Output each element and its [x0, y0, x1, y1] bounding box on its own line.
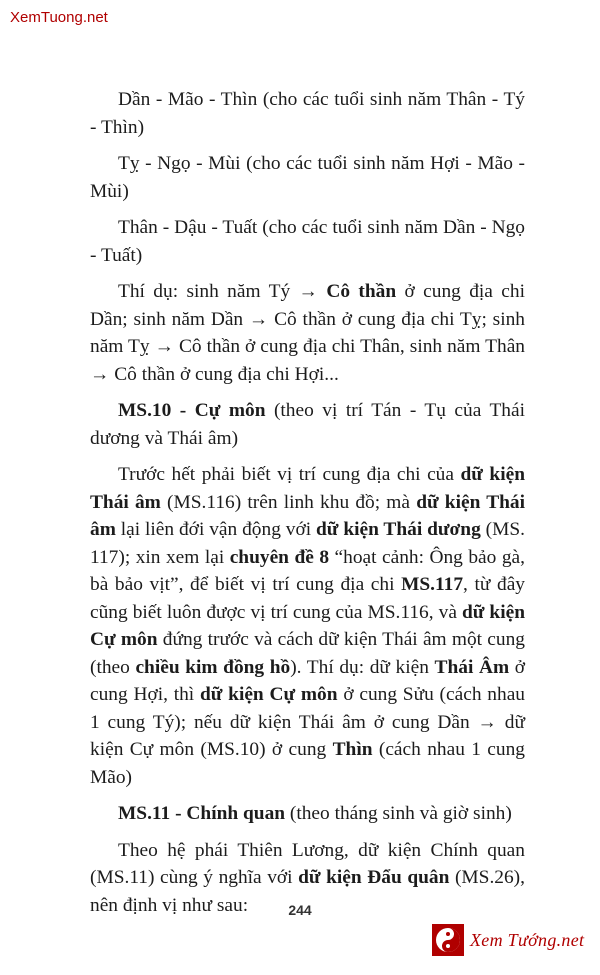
text-run: (MS.26), nên định vị như sau:	[90, 867, 525, 916]
page-number: 244	[288, 902, 312, 918]
text-run: ở cung Sửu (cách nhau 1 cung Tý); nếu dữ kiện Thái âm ở cung Dần → dữ kiện Cự môn (MS.10) ở cung	[90, 684, 525, 760]
text-run: lại liên đới vận động với	[115, 519, 317, 540]
text-run: “hoạt cảnh: Ông bảo gà, bà bảo vịt”, để biết vị trí cung địa chi	[90, 546, 525, 595]
paragraph	[90, 150, 525, 205]
bold-text: dữ kiện Thái âm	[90, 491, 525, 540]
bold-text: dữ kiện Thái âm	[90, 464, 525, 513]
text-run: Thí dụ: sinh năm Tý →	[118, 281, 327, 302]
text-run: Tỵ - Ngọ - Mùi (cho các tuổi sinh năm Hợi - Mão - Mùi)	[90, 153, 525, 202]
text-run: Thân - Dậu - Tuất (cho các tuổi sinh năm Dần - Ngọ - Tuất)	[90, 217, 525, 266]
text-run: ở cung địa chi Dần; sinh năm Dần → Cô thần ở cung địa chi Tỵ; sinh năm Tỵ → Cô thần ở cung địa chi Thân, sinh năm Thân → Cô thần ở cung địa chi Hợi...	[90, 281, 525, 385]
bold-text: MS.10 - Cự môn	[118, 400, 266, 421]
bold-text: dữ kiện Cự môn	[199, 684, 338, 705]
text-run: (theo tháng sinh và giờ sinh)	[285, 803, 512, 824]
logo-text: Xem Tướng.net	[470, 929, 585, 950]
text-run: ở cung Hợi, thì	[90, 656, 525, 705]
bold-text: Thìn	[332, 739, 373, 760]
paragraph	[90, 397, 525, 452]
bold-text: MS.117	[401, 574, 464, 595]
paragraph	[90, 278, 525, 388]
text-run: , từ đây cũng biết luôn được vị trí cung của MS.116, và	[90, 574, 526, 623]
text-run: (MS.116) trên linh khu đồ; mà	[160, 491, 417, 513]
bold-text: chuyên đề 8	[229, 546, 330, 568]
bold-text: chiều kim đồng hồ	[135, 656, 291, 678]
text-run: (theo vị trí Tán - Tụ của Thái dương và Thái âm)	[90, 400, 525, 449]
site-logo[interactable]	[432, 922, 594, 958]
bold-text: dữ kiện Thái dương	[316, 519, 481, 540]
text-run: Dần - Mão - Thìn (cho các tuổi sinh năm Thân - Tý - Thìn)	[90, 89, 525, 138]
text-run: ). Thí dụ: dữ kiện	[290, 656, 435, 678]
bold-text: Thái Âm	[434, 656, 510, 678]
bold-text: Cô thần	[326, 281, 397, 302]
bold-text: dữ kiện Cự môn	[90, 601, 525, 650]
paragraph	[90, 86, 525, 141]
bold-text: dữ kiện Đẩu quân	[298, 867, 450, 888]
paragraph	[90, 461, 525, 791]
paragraph	[90, 800, 525, 828]
yin-yang-icon	[432, 924, 464, 956]
text-run: Theo hệ phái Thiên Lương, dữ kiện Chính quan (MS.11) cùng ý nghĩa với	[90, 839, 525, 888]
text-run: đứng trước và cách dữ kiện Thái âm một cung (theo	[90, 629, 525, 678]
page-body	[90, 86, 525, 928]
site-watermark: XemTuong.net	[10, 9, 108, 26]
paragraph	[90, 214, 525, 269]
text-run: Trước hết phải biết vị trí cung địa chi của	[118, 464, 461, 485]
text-run: (MS. 117); xin xem lại	[90, 519, 525, 568]
text-run: (cách nhau 1 cung Mão)	[90, 739, 525, 788]
bold-text: MS.11 - Chính quan	[118, 803, 286, 824]
